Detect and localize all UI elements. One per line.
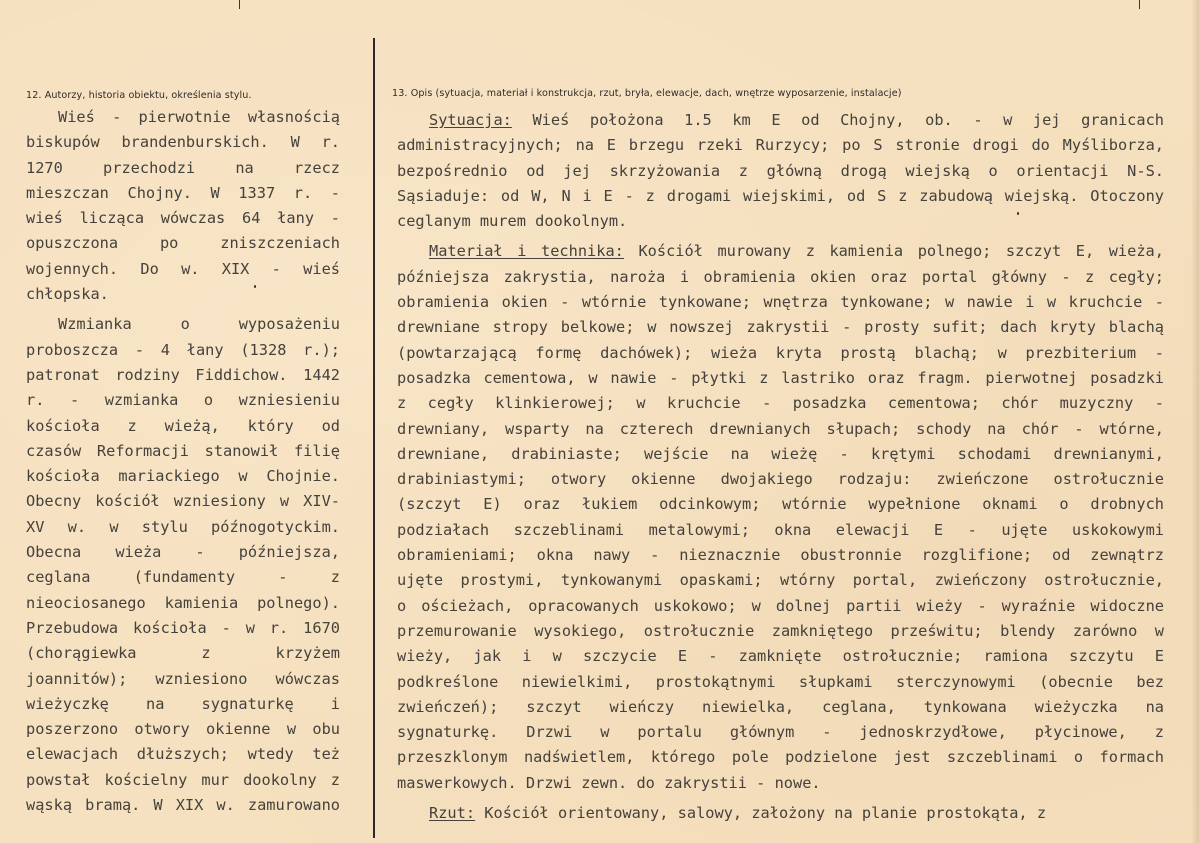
text-line: drabiniastymi; otwory okienne dwojakiego rodzaju: zwieńczone ostrołucznie bbox=[397, 470, 1164, 489]
right-column-heading: 13. Opis (sytuacja, materiał i konstrukcja, rzut, bryła, elewacje, dach, wnętrze wyposarzenie, instalacje) bbox=[392, 88, 902, 99]
section-material bbox=[397, 239, 1164, 796]
text-line: mieszczan Chojny. W 1337 r. - bbox=[26, 183, 340, 202]
text-line: ceglanym murem dookolnym. bbox=[397, 212, 628, 231]
text-line: wąską bramą. W XIX w. zamurowano bbox=[26, 796, 340, 815]
text-line: wojennych. Do w. XIX - wieś bbox=[26, 259, 340, 278]
text-line: obramieniami; okna nawy - nieznacznie obustronnie rozglifione; od zewnątrz bbox=[397, 546, 1164, 565]
text-line: o ościeżach, opracowanych uskokowo; w dolnej partii wieży - wyraźnie widoczne bbox=[397, 596, 1164, 615]
top-mark bbox=[239, 0, 240, 9]
text-line: Sytuacja: Wieś położona 1.5 km E od Chojny, ob. - w jej granicach bbox=[429, 111, 1164, 129]
section-situation bbox=[397, 108, 1164, 234]
history-column bbox=[26, 105, 340, 818]
text-line: drewniany, wsparty na czterech drewnianych słupach; schody na chór - wtórne, bbox=[397, 419, 1164, 438]
text-line: elewacjach dłuższych; wtedy też bbox=[26, 745, 340, 764]
text-line: kościoła mariackiego w Chojnie. bbox=[26, 467, 340, 486]
text-line: podziałach szczeblinami metalowymi; okna elewacji E - ujęte uskokowymi bbox=[397, 520, 1164, 539]
text-line: biskupów brandenburskich. W r. bbox=[26, 133, 340, 152]
ink-mark bbox=[254, 285, 256, 288]
text-line: obramienia okien - wtórnie tynkowane; wnętrza tynkowane; w nawie i w kruchcie - bbox=[397, 293, 1164, 312]
section-title-situation: Sytuacja: bbox=[429, 111, 512, 129]
text-line: Przebudowa kościoła - w r. 1670 bbox=[26, 618, 340, 637]
history-paragraph-1 bbox=[26, 105, 340, 307]
description-column bbox=[397, 108, 1164, 826]
text-line: wieżyczkę na sygnaturkę i bbox=[26, 694, 340, 713]
text-line: podkreślone niewielkimi, prostokątnymi słupkami sterczynowymi (obecnie bez bbox=[397, 672, 1164, 691]
text-line: maswerkowych. Drzwi zewn. do zakrystii - nowe. bbox=[397, 773, 821, 792]
text-line: bezpośrednio od jej skrzyżowania z główną drogą wiejską o orientacji N-S. bbox=[397, 161, 1164, 180]
text-line: sygnaturkę. Drzwi w portalu głównym - jednoskrzydłowe, płycinowe, z bbox=[397, 723, 1164, 742]
text-line: kościoła z wieżą, który od bbox=[26, 416, 340, 435]
text-line: nieociosanego kamienia polnego). bbox=[26, 593, 340, 612]
left-column-heading: 12. Autorzy, historia obiektu, określenia stylu. bbox=[26, 90, 252, 101]
text-line: (powtarzającą formę dachówek); wieża kryta prostą blachą; w prezbiterium - bbox=[397, 343, 1164, 362]
text-line: powstał kościelny mur dookolny z bbox=[26, 770, 340, 789]
text-line: chłopska. bbox=[26, 285, 109, 304]
text-line: drewniane, drabiniaste; wejście na wieżę - krętymi schodami drewnianymi, bbox=[397, 444, 1164, 463]
text-line: Sąsiaduje: od W, N i E - z drogami wiejskimi, od S z zabudową wiejską. Otoczony bbox=[397, 186, 1164, 205]
text-line: administracyjnych; na E brzegu rzeki Rurzycy; po S stronie drogi do Myśliborza, bbox=[397, 136, 1164, 155]
text-line: Obecny kościół wzniesiony w XIV- bbox=[26, 492, 340, 511]
text-line: posadzka cementowa, w nawie - płytki z lastriko oraz fragm. pierwotnej posadzki bbox=[397, 368, 1164, 387]
text-line: ujęte prostymi, tynkowanymi opaskami; wtórny portal, zwieńczony ostrołucznie, bbox=[397, 571, 1164, 590]
text-line: Materiał i technika: Kościół murowany z kamienia polnego; szczyt E, wieża, bbox=[429, 242, 1164, 261]
section-plan bbox=[397, 801, 1164, 826]
text-line: patronat rodziny Fiddichow. 1442 bbox=[26, 365, 340, 384]
text-line: wieży, jak i w szczycie E - zamknięte ostrołucznie; ramiona szczytu E bbox=[397, 647, 1164, 666]
text-line: poszerzono otwory okienne w obu bbox=[26, 720, 340, 739]
text-line: z cegły klinkierowej; w kruchcie - posadzka cementowa; chór muzyczny - bbox=[397, 394, 1164, 413]
text-line: ceglana (fundamenty - z bbox=[26, 568, 340, 587]
column-divider bbox=[373, 38, 375, 838]
text-line: wieś licząca wówczas 64 łany - bbox=[26, 209, 340, 228]
text-line: przeszklonym nadświetlem, którego pole podzielone jest szczeblinami o formach bbox=[397, 748, 1164, 767]
ink-mark bbox=[1017, 212, 1019, 215]
text-line: Rzut: Kościół orientowany, salowy, założony na planie prostokąta, z bbox=[429, 804, 1047, 823]
top-mark bbox=[1139, 0, 1140, 9]
text-line: (chorągiewka z krzyżem bbox=[26, 644, 340, 663]
text-line: drewniane stropy belkowe; w nowszej zakrystii - prosty sufit; dach kryty blachą bbox=[397, 318, 1164, 337]
text-line: późniejsza zakrystia, naroża i obramienia okien oraz portal główny - z cegły; bbox=[397, 267, 1164, 286]
text-line: Obecna wieża - późniejsza, bbox=[26, 543, 340, 562]
text-line: czasów Reformacji stanowił filię bbox=[26, 441, 340, 460]
text-line: 1270 przechodzi na rzecz bbox=[26, 158, 340, 177]
text-line: Wieś - pierwotnie własnością bbox=[58, 108, 340, 126]
text-line: XV w. w stylu późnogotyckim. bbox=[26, 517, 340, 536]
text-line: zwieńczeń); szczyt wieńczy niewielka, ceglana, tynkowana wieżyczka na bbox=[397, 697, 1164, 716]
text-line: proboszcza - 4 łany (1328 r.); bbox=[26, 340, 340, 359]
text-line: r. - wzmianka o wzniesieniu bbox=[26, 391, 340, 410]
section-title-material: Materiał i technika: bbox=[429, 242, 624, 261]
paper-edge bbox=[1191, 0, 1199, 843]
section-title-plan: Rzut: bbox=[429, 804, 476, 823]
text-line: Wzmianka o wyposażeniu bbox=[58, 315, 340, 334]
text-line: joannitów); wzniesiono wówczas bbox=[26, 669, 340, 688]
history-paragraph-2 bbox=[26, 312, 340, 818]
text-line: przemurowanie wysokiego, ostrołucznie zamkniętego prześwitu; blendy zarówno w bbox=[397, 621, 1164, 640]
text-line: opuszczona po zniszczeniach bbox=[26, 234, 340, 253]
text-line: (szczyt E) oraz łukiem odcinkowym; wtórnie wypełnione oknami o drobnych bbox=[397, 495, 1164, 514]
